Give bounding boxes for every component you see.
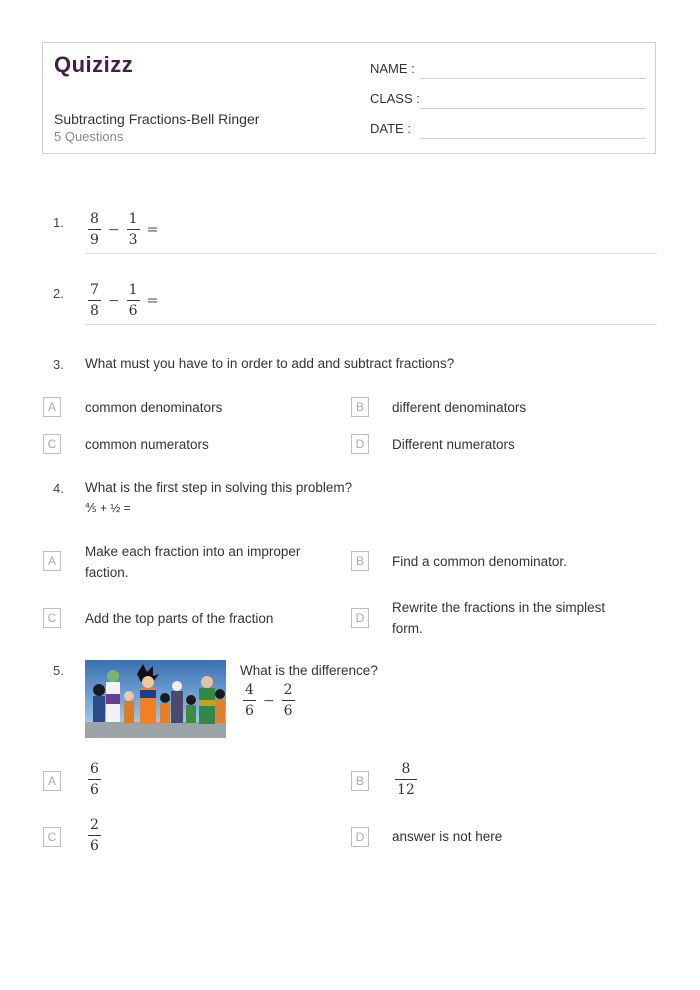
question-count: 5 Questions [54,129,124,144]
question-1-expression [88,212,165,247]
fraction [88,762,101,797]
option-a-fraction[interactable] [88,762,101,797]
denominator: 6 [88,779,101,797]
option-c-text[interactable]: common numerators [85,437,209,452]
denominator: 8 [88,300,101,318]
date-label: DATE : [370,121,411,136]
fraction [88,212,101,247]
denominator: 9 [88,229,101,247]
numerator: 2 [283,682,293,698]
option-badge-d[interactable]: D [351,827,369,847]
option-c-text[interactable]: Add the top parts of the fraction [85,611,274,626]
group-characters-image [85,660,226,738]
question-1-number: 1. [53,215,64,230]
option-d-text[interactable] [392,597,605,639]
question-5-number: 5. [53,663,64,678]
denominator: 6 [127,300,140,318]
question-5-text: What is the difference? [240,663,378,678]
question-3-text: What must you have to in order to add and subtract fractions? [85,356,455,371]
option-badge-b[interactable]: B [351,771,369,791]
question-4-expression: ⅘ + ½ = [85,501,131,515]
worksheet-title: Subtracting Fractions-Bell Ringer [54,111,260,127]
fraction [88,818,101,853]
question-5-image [85,660,226,738]
option-d-text[interactable]: answer is not here [392,829,503,844]
numerator: 8 [401,761,411,777]
answer-line-2[interactable] [85,324,657,325]
equals-sign: = [146,292,159,309]
name-label: NAME : [370,61,415,76]
name-line[interactable] [420,78,646,79]
equals-sign: = [146,221,159,238]
question-4-number: 4. [53,481,64,496]
question-4-text: What is the first step in solving this problem? [85,480,353,495]
answer-line-1[interactable] [85,253,657,254]
denominator: 6 [243,700,256,718]
class-line[interactable] [420,108,646,109]
option-d-line-1: Rewrite the fractions in the simplest [392,600,606,615]
denominator: 6 [88,835,101,853]
numerator: 4 [245,682,254,698]
fraction [127,283,140,318]
quizizz-logo: Quizizz [54,52,134,77]
option-b-fraction[interactable] [395,762,417,797]
option-badge-c[interactable]: C [43,434,61,454]
denominator: 12 [395,779,417,797]
option-badge-c[interactable]: C [43,827,61,847]
class-label: CLASS : [370,91,420,106]
option-badge-b[interactable]: B [351,551,369,571]
question-2-number: 2. [53,286,64,301]
numerator: 1 [128,211,138,227]
question-5-expression [243,683,295,718]
option-badge-c[interactable]: C [43,608,61,628]
option-badge-d[interactable]: D [351,434,369,454]
fraction [282,683,295,718]
fraction [88,283,101,318]
option-badge-b[interactable]: B [351,397,369,417]
option-b-text[interactable]: Find a common denominator. [392,554,567,569]
numerator: 6 [90,761,99,777]
option-badge-d[interactable]: D [351,608,369,628]
option-a-line-1: Make each fraction into an improper [85,544,301,559]
option-badge-a[interactable]: A [43,397,61,417]
minus-sign: − [107,292,120,309]
numerator: 1 [128,282,138,298]
option-b-text[interactable]: different denominators [392,400,527,415]
denominator: 3 [127,229,140,247]
option-c-fraction[interactable] [88,818,101,853]
fraction [127,212,140,247]
option-badge-a[interactable]: A [43,771,61,791]
option-a-line-2: faction. [85,565,129,580]
date-line[interactable] [420,138,646,139]
option-d-text[interactable]: Different numerators [392,437,515,452]
fraction [243,683,256,718]
fraction [395,762,417,797]
option-a-text[interactable]: common denominators [85,400,223,415]
numerator: 8 [90,211,99,227]
option-d-line-2: form. [392,621,423,636]
question-2-expression [88,283,165,318]
numerator: 2 [90,817,99,833]
question-3-number: 3. [53,357,64,372]
option-a-text[interactable] [85,541,300,583]
minus-sign: − [262,692,275,709]
option-badge-a[interactable]: A [43,551,61,571]
numerator: 7 [90,282,99,298]
minus-sign: − [107,221,120,238]
denominator: 6 [282,700,295,718]
